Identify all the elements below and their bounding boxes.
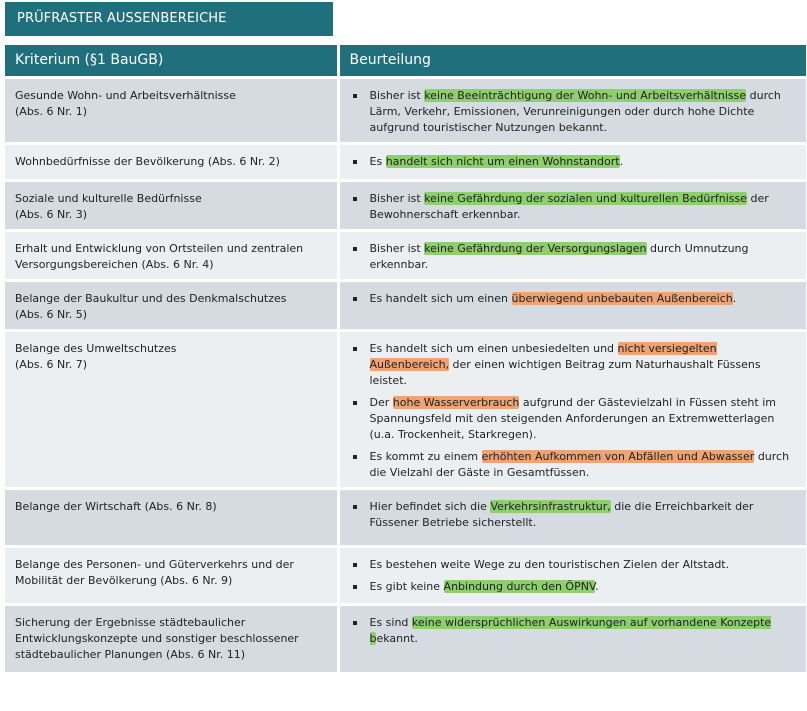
assessment-bullet — [350, 499, 799, 531]
assessment-cell — [338, 180, 806, 230]
highlight-orange: erhöhten Aufkommen von Abfällen und Abwasser — [481, 449, 755, 463]
assessment-list — [350, 241, 799, 273]
assessment-list — [350, 557, 799, 595]
page-title: PRÜFRASTER AUSSENBEREICHE — [5, 2, 333, 36]
criterion-cell — [5, 280, 338, 330]
table-row — [5, 230, 806, 280]
assessment-text: . — [732, 291, 737, 305]
criterion-text: (Abs. 6 Nr. 3) — [15, 207, 88, 221]
assessment-text: der Bewohnerschaft erkennbar. — [369, 191, 769, 221]
assessment-cell — [338, 488, 806, 546]
highlight-orange: hohe Wasserverbrauch — [392, 395, 520, 409]
table-row — [5, 143, 806, 180]
criterion-text: Belange der Baukultur und des Denkmalschutzes — [15, 291, 287, 305]
assessment-bullet — [350, 449, 799, 481]
assessment-text: Es — [369, 154, 386, 168]
assessment-list — [350, 154, 799, 170]
assessment-text: Es gibt keine — [369, 579, 444, 593]
criterion-text: (Abs. 6 Nr. 7) — [15, 357, 88, 371]
assessment-bullet — [350, 615, 799, 647]
criterion-text: Sicherung der Ergebnisse städtebaulicher Entwicklungskonzepte und sonstiger beschlossener städtebaulicher Planungen (Abs. 6 Nr. 11) — [15, 615, 299, 661]
table-body — [5, 77, 806, 672]
criterion-text: Soziale und kulturelle Bedürfnisse — [15, 191, 202, 205]
assessment-cell — [338, 143, 806, 180]
assessment-bullet — [350, 395, 799, 443]
criterion-text: (Abs. 6 Nr. 5) — [15, 307, 88, 321]
assessment-text: ekannt. — [376, 631, 418, 645]
assessment-text: Es sind — [369, 615, 412, 629]
assessment-bullet — [350, 154, 799, 170]
assessment-text: durch Umnutzung erkennbar. — [369, 241, 749, 271]
assessment-bullet — [350, 341, 799, 389]
highlight-green: Verkehrsinfrastruktur, — [490, 499, 611, 513]
assessment-list — [350, 88, 799, 136]
criterion-cell — [5, 230, 338, 280]
table-header-row — [5, 45, 806, 77]
assessment-list — [350, 499, 799, 531]
assessment-bullet — [350, 557, 799, 573]
table-row — [5, 488, 806, 546]
assessment-text: Es handelt sich um einen unbesiedelten und — [369, 341, 618, 355]
table-row — [5, 604, 806, 672]
assessment-text: durch die Vielzahl der Gäste in Gesamtfüssen. — [369, 449, 790, 479]
assessment-list — [350, 191, 799, 223]
assessment-text: der einen wichtigen Beitrag zum Naturhaushalt Füssens leistet. — [369, 357, 761, 387]
table-row — [5, 330, 806, 488]
assessment-text: Bisher ist — [369, 88, 425, 102]
assessment-list — [350, 291, 799, 307]
highlight-orange: überwiegend unbebauten Außenbereich — [511, 291, 733, 305]
assessment-list — [350, 615, 799, 647]
assessment-text: die die Erreichbarkeit der Füssener Betriebe sicherstellt. — [369, 499, 754, 529]
assessment-bullet — [350, 191, 799, 223]
table-row — [5, 546, 806, 604]
assessment-cell — [338, 546, 806, 604]
assessment-text: . — [595, 579, 599, 593]
highlight-green: keine Beeinträchtigung der Wohn- und Arbeitsverhältnisse — [424, 88, 747, 102]
criterion-cell — [5, 330, 338, 488]
assessment-bullet — [350, 241, 799, 273]
assessment-table — [5, 45, 806, 672]
assessment-list — [350, 341, 799, 481]
assessment-text: . — [619, 154, 624, 168]
highlight-green: keine widersprüchlichen Auswirkungen auf vorhandene Konzepte b — [369, 615, 772, 645]
criterion-cell — [5, 604, 338, 672]
column-header-assessment: Beurteilung — [338, 45, 806, 77]
table-row — [5, 180, 806, 230]
column-header-criterion: Kriterium (§1 BauGB) — [5, 45, 338, 77]
assessment-text: Bisher ist — [369, 241, 425, 255]
highlight-green: Anbindung durch den ÖPNV — [443, 579, 596, 593]
assessment-cell — [338, 230, 806, 280]
table-row — [5, 77, 806, 143]
assessment-cell — [338, 280, 806, 330]
criterion-text: Belange der Wirtschaft (Abs. 6 Nr. 8) — [15, 499, 217, 513]
criterion-cell — [5, 180, 338, 230]
highlight-green: keine Gefährdung der sozialen und kulturellen Bedürfnisse — [424, 191, 748, 205]
assessment-text: durch Lärm, Verkehr, Emissionen, Verunreinigungen oder durch hohe Dichte aufgrund touristischer Nutzungen bekannt. — [369, 88, 781, 134]
assessment-bullet — [350, 579, 799, 595]
criterion-text: Gesunde Wohn- und Arbeitsverhältnisse — [15, 88, 236, 102]
criterion-text: Belange des Personen- und Güterverkehrs und der Mobilität der Bevölkerung (Abs. 6 Nr. 9) — [15, 557, 294, 587]
assessment-text: Es kommt zu einem — [369, 449, 482, 463]
highlight-green: handelt sich nicht um einen Wohnstandort — [385, 154, 620, 168]
table-row — [5, 280, 806, 330]
assessment-bullet — [350, 88, 799, 136]
assessment-cell — [338, 604, 806, 672]
highlight-green: keine Gefährdung der Versorgungslagen — [424, 241, 647, 255]
highlight-orange: nicht versiegelten Außenbereich, — [369, 341, 717, 371]
assessment-text: Der — [369, 395, 393, 409]
assessment-text: aufgrund der Gästevielzahl in Füssen steht im Spannungsfeld mit den steigenden Anforderungen an Extremwetterlagen (u.a. Trockenheit, Starkregen). — [369, 395, 776, 441]
criterion-text: Erhalt und Entwicklung von Ortsteilen und zentralen Versorgungsbereichen (Abs. 6 Nr. 4) — [15, 241, 304, 271]
criterion-text: Wohnbedürfnisse der Bevölkerung (Abs. 6 Nr. 2) — [15, 154, 280, 168]
criterion-text: (Abs. 6 Nr. 1) — [15, 104, 88, 118]
criterion-cell — [5, 488, 338, 546]
assessment-text: Hier befindet sich die — [369, 499, 491, 513]
assessment-cell — [338, 330, 806, 488]
assessment-text: Es bestehen weite Wege zu den touristischen Zielen der Altstadt. — [369, 557, 730, 571]
criterion-cell — [5, 143, 338, 180]
assessment-bullet — [350, 291, 799, 307]
criterion-text: Belange des Umweltschutzes — [15, 341, 177, 355]
assessment-text: Es handelt sich um einen — [369, 291, 512, 305]
criterion-cell — [5, 546, 338, 604]
criterion-cell — [5, 77, 338, 143]
assessment-text: Bisher ist — [369, 191, 425, 205]
assessment-cell — [338, 77, 806, 143]
